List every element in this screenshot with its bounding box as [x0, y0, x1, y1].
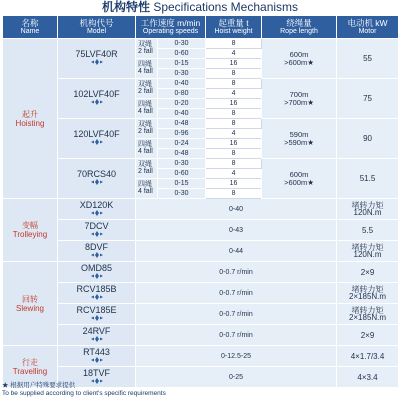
- rope-standard: 600m: [289, 49, 309, 59]
- header-weight: 起重量 t Hoist weight: [206, 16, 262, 39]
- speed-cell: 0-40: [158, 79, 206, 89]
- speed-cell: 0-44: [136, 241, 337, 262]
- weight-cell: 8: [206, 69, 262, 79]
- motor-line-1: 4×3.4: [357, 372, 378, 382]
- fall-cn: 双绳: [138, 81, 152, 88]
- motor-cell: [337, 283, 399, 304]
- group-label-trolleying: [3, 199, 58, 262]
- motor-line-2: 2×185N.m: [348, 313, 387, 322]
- header-rope: 绕绳量 Rope length: [262, 16, 337, 39]
- table-row: [3, 325, 399, 346]
- motor-line-2: 120N.m: [353, 250, 382, 259]
- model-cell: [58, 262, 136, 283]
- motor-line-2: 2×185N.m: [348, 292, 387, 301]
- fall-label: [136, 99, 158, 119]
- fall-en: 4 fall: [138, 67, 153, 75]
- model-name: RCV185B: [76, 283, 117, 294]
- speed-cell: 0-48: [158, 149, 206, 159]
- speed-cell: 0-40: [158, 109, 206, 119]
- group-cn: 行走: [22, 357, 38, 367]
- diamond-arrows-icon: [90, 139, 104, 145]
- fall-en: 4 fall: [138, 147, 153, 155]
- motor-cell: [337, 325, 399, 346]
- header-speed: 工作速度 m/min Operating speeds: [136, 16, 206, 39]
- model-name: 7DCV: [84, 220, 109, 231]
- model-name: 18TVF: [82, 367, 110, 378]
- group-en: Slewing: [15, 303, 44, 313]
- speed-cell: 0-0.7 r/min: [136, 304, 337, 325]
- motor-cell: [337, 346, 399, 367]
- table-row: [3, 283, 399, 304]
- model-cell: [58, 79, 136, 119]
- speed-cell: 0-15: [158, 59, 206, 69]
- speed-cell: 0-40: [136, 199, 337, 220]
- fall-en: 2 fall: [138, 47, 153, 55]
- motor-cell: 90: [337, 119, 399, 159]
- weight-cell: 8: [206, 39, 262, 49]
- table-row: [3, 159, 399, 169]
- motor-cell: 55: [337, 39, 399, 79]
- speed-cell: 0-30: [158, 39, 206, 49]
- model-name: 120LVF40F: [73, 129, 120, 139]
- speed-cell: 0-12.5-25: [136, 346, 337, 367]
- motor-line-1: 4×1.7/3.4: [350, 351, 385, 361]
- rope-standard: 700m: [289, 89, 309, 99]
- model-cell: [58, 304, 136, 325]
- fall-label: [136, 179, 158, 199]
- rope-optional: >700m★: [284, 97, 314, 107]
- hoisting-section: [3, 39, 399, 199]
- diamond-arrows-icon: [90, 336, 104, 342]
- header-motor: 电动机 kW Motor: [337, 16, 399, 39]
- weight-cell: 8: [206, 159, 262, 169]
- model-name: 70RCS40: [76, 169, 117, 179]
- model-cell: [58, 283, 136, 304]
- model-cell: [58, 325, 136, 346]
- spec-table: [2, 15, 399, 388]
- weight-cell: 16: [206, 99, 262, 109]
- motor-line-1: 堵转力矩: [351, 285, 384, 294]
- rope-cell: [262, 39, 337, 79]
- fall-label: [136, 39, 158, 59]
- weight-cell: 8: [206, 119, 262, 129]
- motor-line-2: 120N.m: [353, 208, 382, 217]
- fall-cn: 四绳: [138, 141, 152, 148]
- rope-optional: >600m★: [284, 57, 314, 67]
- model-cell: [58, 241, 136, 262]
- fall-en: 4 fall: [138, 107, 153, 115]
- model-cell: [58, 119, 136, 159]
- rope-cell: [262, 159, 337, 199]
- speed-cell: 0-20: [158, 99, 206, 109]
- model-name: 24RVF: [82, 325, 111, 336]
- fall-en: 4 fall: [138, 187, 153, 195]
- header-model: 机构代号 Model: [58, 16, 136, 39]
- model-name: 102LVF40F: [73, 89, 120, 99]
- footnote-cn: ★ 根据用户特殊要求提供: [2, 382, 76, 389]
- fall-cn: 四绳: [138, 181, 152, 188]
- fall-label: [136, 159, 158, 179]
- motor-cell: 75: [337, 79, 399, 119]
- fall-label: [136, 119, 158, 139]
- fall-label: [136, 139, 158, 159]
- motor-cell: 51.5: [337, 159, 399, 199]
- other-sections: [3, 199, 399, 388]
- fall-en: 2 fall: [138, 167, 153, 175]
- model-name: RT443: [83, 346, 110, 357]
- weight-cell: 16: [206, 139, 262, 149]
- weight-cell: 4: [206, 49, 262, 59]
- fall-cn: 四绳: [138, 101, 152, 108]
- motor-cell: [337, 220, 399, 241]
- speed-cell: 0-60: [158, 169, 206, 179]
- fall-cn: 双绳: [138, 41, 152, 48]
- weight-cell: 4: [206, 169, 262, 179]
- header-row: [3, 16, 399, 39]
- speed-cell: 0-0.7 r/min: [136, 262, 337, 283]
- rope-cell: [262, 119, 337, 159]
- motor-line-1: 5.5: [361, 225, 374, 235]
- diamond-arrows-icon: [90, 294, 104, 300]
- table-row: [3, 39, 399, 49]
- speed-cell: 0-25: [136, 367, 337, 388]
- motor-line-1: 堵转力矩: [351, 306, 384, 315]
- speed-cell: 0-30: [158, 189, 206, 199]
- group-cn: 回转: [22, 294, 38, 304]
- table-row: [3, 241, 399, 262]
- table-row: [3, 79, 399, 89]
- fall-cn: 四绳: [138, 61, 152, 68]
- group-en: Trolleying: [12, 230, 48, 239]
- speed-cell: 0-43: [136, 220, 337, 241]
- header-name: 名称 Name: [3, 16, 58, 39]
- speed-cell: 0-0.7 r/min: [136, 283, 337, 304]
- model-cell: [58, 220, 136, 241]
- weight-cell: 4: [206, 89, 262, 99]
- diamond-arrows-icon: [90, 315, 104, 321]
- speed-cell: 0-96: [158, 129, 206, 139]
- rope-optional: >590m★: [284, 137, 314, 147]
- speed-cell: 0-60: [158, 49, 206, 59]
- table-row: [3, 346, 399, 367]
- motor-line-1: 堵转力矩: [351, 201, 384, 210]
- title-en: Specifications Mechanisms: [153, 0, 299, 14]
- table-row: [3, 119, 399, 129]
- rope-optional: >600m★: [284, 177, 314, 187]
- table-row: [3, 199, 399, 220]
- model-cell: [58, 39, 136, 79]
- page-title: [0, 0, 400, 14]
- speed-cell: 0-0.7 r/min: [136, 325, 337, 346]
- motor-cell: [337, 241, 399, 262]
- weight-cell: 4: [206, 129, 262, 139]
- diamond-arrows-icon: [90, 357, 104, 363]
- weight-cell: 8: [206, 189, 262, 199]
- motor-line-1: 2×9: [360, 267, 375, 277]
- motor-cell: [337, 304, 399, 325]
- diamond-arrows-icon: [90, 231, 104, 237]
- diamond-arrows-icon: [90, 210, 104, 216]
- title-cn: 机构特性: [101, 0, 150, 14]
- table-row: [3, 220, 399, 241]
- fall-cn: 双绳: [138, 161, 152, 168]
- model-name: 75LVF40R: [75, 49, 118, 59]
- group-label-slewing: [3, 262, 58, 346]
- table-row: [3, 304, 399, 325]
- diamond-arrows-icon: [90, 179, 104, 185]
- group-en: Hoisting: [15, 118, 45, 128]
- weight-cell: 8: [206, 149, 262, 159]
- model-name: XD120K: [79, 199, 114, 210]
- motor-cell: [337, 262, 399, 283]
- weight-cell: 16: [206, 59, 262, 69]
- diamond-arrows-icon: [90, 99, 104, 105]
- model-name: 8DVF: [84, 241, 108, 252]
- footnote: [2, 382, 398, 398]
- table-row: [3, 262, 399, 283]
- group-cn: 起升: [22, 109, 38, 119]
- footnote-en: To be supplied according to client's specific requirements: [2, 390, 166, 397]
- speed-cell: 0-30: [158, 69, 206, 79]
- rope-standard: 600m: [289, 169, 309, 179]
- fall-en: 2 fall: [138, 87, 153, 95]
- group-cn: 变幅: [22, 221, 38, 230]
- weight-cell: 8: [206, 79, 262, 89]
- speed-cell: 0-15: [158, 179, 206, 189]
- rope-standard: 590m: [289, 129, 309, 139]
- motor-line-1: 堵转力矩: [351, 243, 384, 252]
- model-cell: [58, 346, 136, 367]
- motor-line-1: 2×9: [360, 330, 375, 340]
- diamond-arrows-icon: [90, 59, 104, 65]
- model-name: OMD85: [80, 262, 112, 273]
- model-cell: [58, 199, 136, 220]
- model-cell: [58, 159, 136, 199]
- group-en: Travelling: [12, 366, 48, 376]
- motor-cell: [337, 199, 399, 220]
- fall-label: [136, 79, 158, 99]
- fall-label: [136, 59, 158, 79]
- speed-cell: 0-30: [158, 159, 206, 169]
- diamond-arrows-icon: [90, 252, 104, 258]
- diamond-arrows-icon: [90, 273, 104, 279]
- rope-cell: [262, 79, 337, 119]
- weight-cell: 16: [206, 179, 262, 189]
- model-name: RCV185E: [76, 304, 117, 315]
- speed-cell: 0-24: [158, 139, 206, 149]
- group-label-hoisting: [3, 39, 58, 199]
- speed-cell: 0-48: [158, 119, 206, 129]
- fall-cn: 双绳: [138, 121, 152, 128]
- weight-cell: 8: [206, 109, 262, 119]
- speed-cell: 0-80: [158, 89, 206, 99]
- fall-en: 2 fall: [138, 127, 153, 135]
